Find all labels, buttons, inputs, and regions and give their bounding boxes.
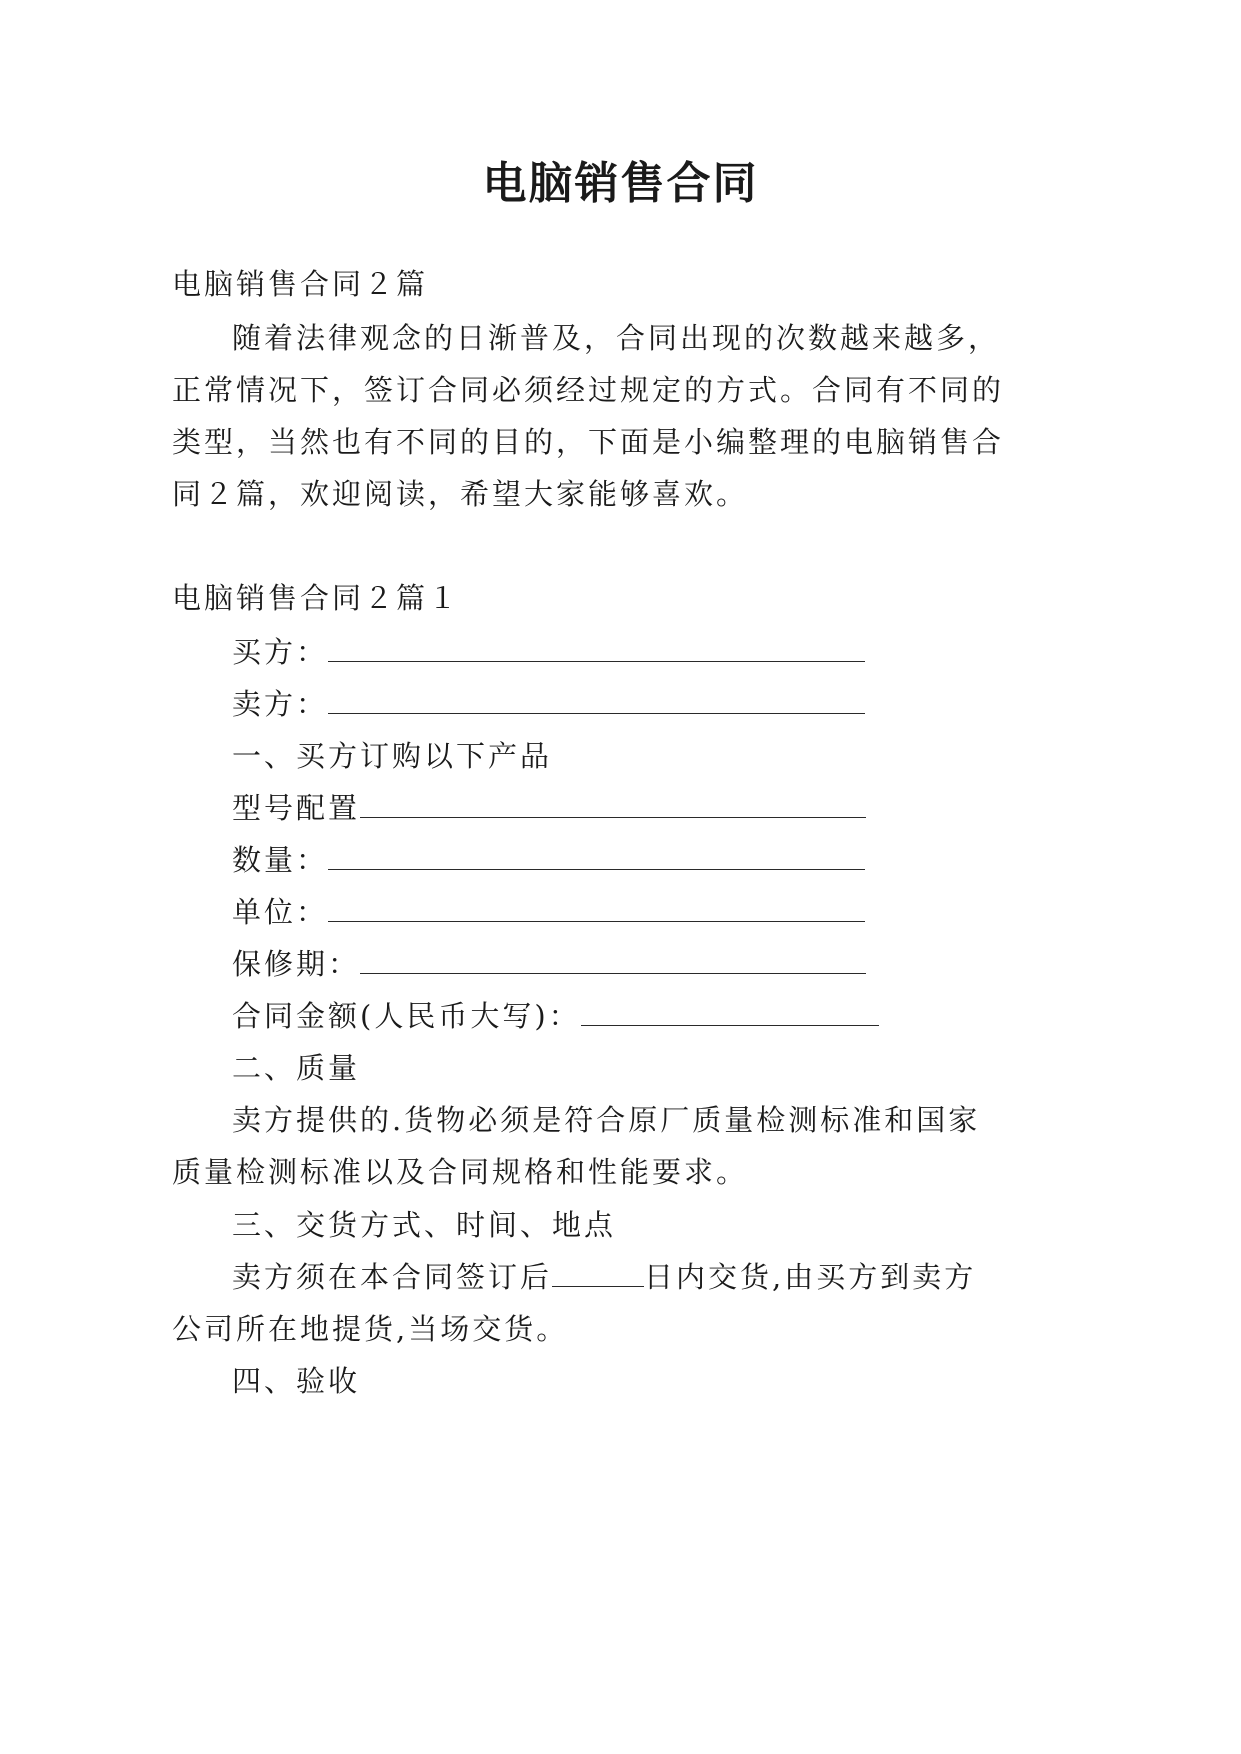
quantity-label: 数量：	[232, 843, 329, 877]
section-title: 电脑销售合同２篇１	[172, 581, 461, 615]
amount-blank	[581, 999, 879, 1026]
seller-field	[232, 684, 865, 724]
order-heading: 一、买方订购以下产品	[232, 739, 553, 773]
acceptance-heading: 四、验收	[232, 1364, 361, 1398]
model-field	[232, 788, 866, 828]
quality-line-2: 质量检测标准以及合同规格和性能要求。	[172, 1155, 749, 1189]
quality-heading: 二、质量	[232, 1051, 361, 1085]
buyer-blank	[328, 635, 865, 662]
seller-label: 卖方：	[232, 687, 329, 721]
amount-label: 合同金额(人民币大写)：	[232, 999, 581, 1033]
document-subtitle: 电脑销售合同２篇	[172, 267, 429, 301]
buyer-field	[232, 632, 865, 672]
delivery-line-2: 公司所在地提货,当场交货。	[172, 1312, 569, 1346]
quantity-blank	[328, 843, 865, 870]
seller-blank	[328, 687, 865, 714]
delivery-heading: 三、交货方式、时间、地点	[232, 1208, 617, 1242]
warranty-label: 保修期：	[232, 947, 361, 981]
intro-line-3: 类型，当然也有不同的目的，下面是小编整理的电脑销售合	[172, 425, 1005, 459]
quantity-field	[232, 840, 865, 880]
delivery-line-1	[232, 1257, 976, 1297]
warranty-blank	[360, 947, 866, 974]
delivery-text-after: 日内交货,由买方到卖方	[644, 1260, 977, 1294]
unit-label: 单位：	[232, 895, 329, 929]
delivery-days-blank	[552, 1260, 644, 1287]
intro-line-4: 同２篇，欢迎阅读，希望大家能够喜欢。	[172, 477, 749, 511]
document-title: 电脑销售合同	[482, 158, 759, 209]
amount-field	[232, 996, 879, 1036]
unit-field	[232, 892, 865, 932]
warranty-field	[232, 944, 866, 984]
delivery-text-before: 卖方须在本合同签订后	[232, 1260, 553, 1294]
model-label: 型号配置	[232, 791, 361, 825]
intro-line-1: 随着法律观念的日渐普及，合同出现的次数越来越多，	[232, 321, 1001, 355]
intro-line-2: 正常情况下，签订合同必须经过规定的方式。合同有不同的	[172, 373, 1005, 407]
quality-line-1: 卖方提供的.货物必须是符合原厂质量检测标准和国家	[232, 1103, 981, 1137]
buyer-label: 买方：	[232, 635, 329, 669]
model-blank	[360, 791, 866, 818]
unit-blank	[328, 895, 865, 922]
